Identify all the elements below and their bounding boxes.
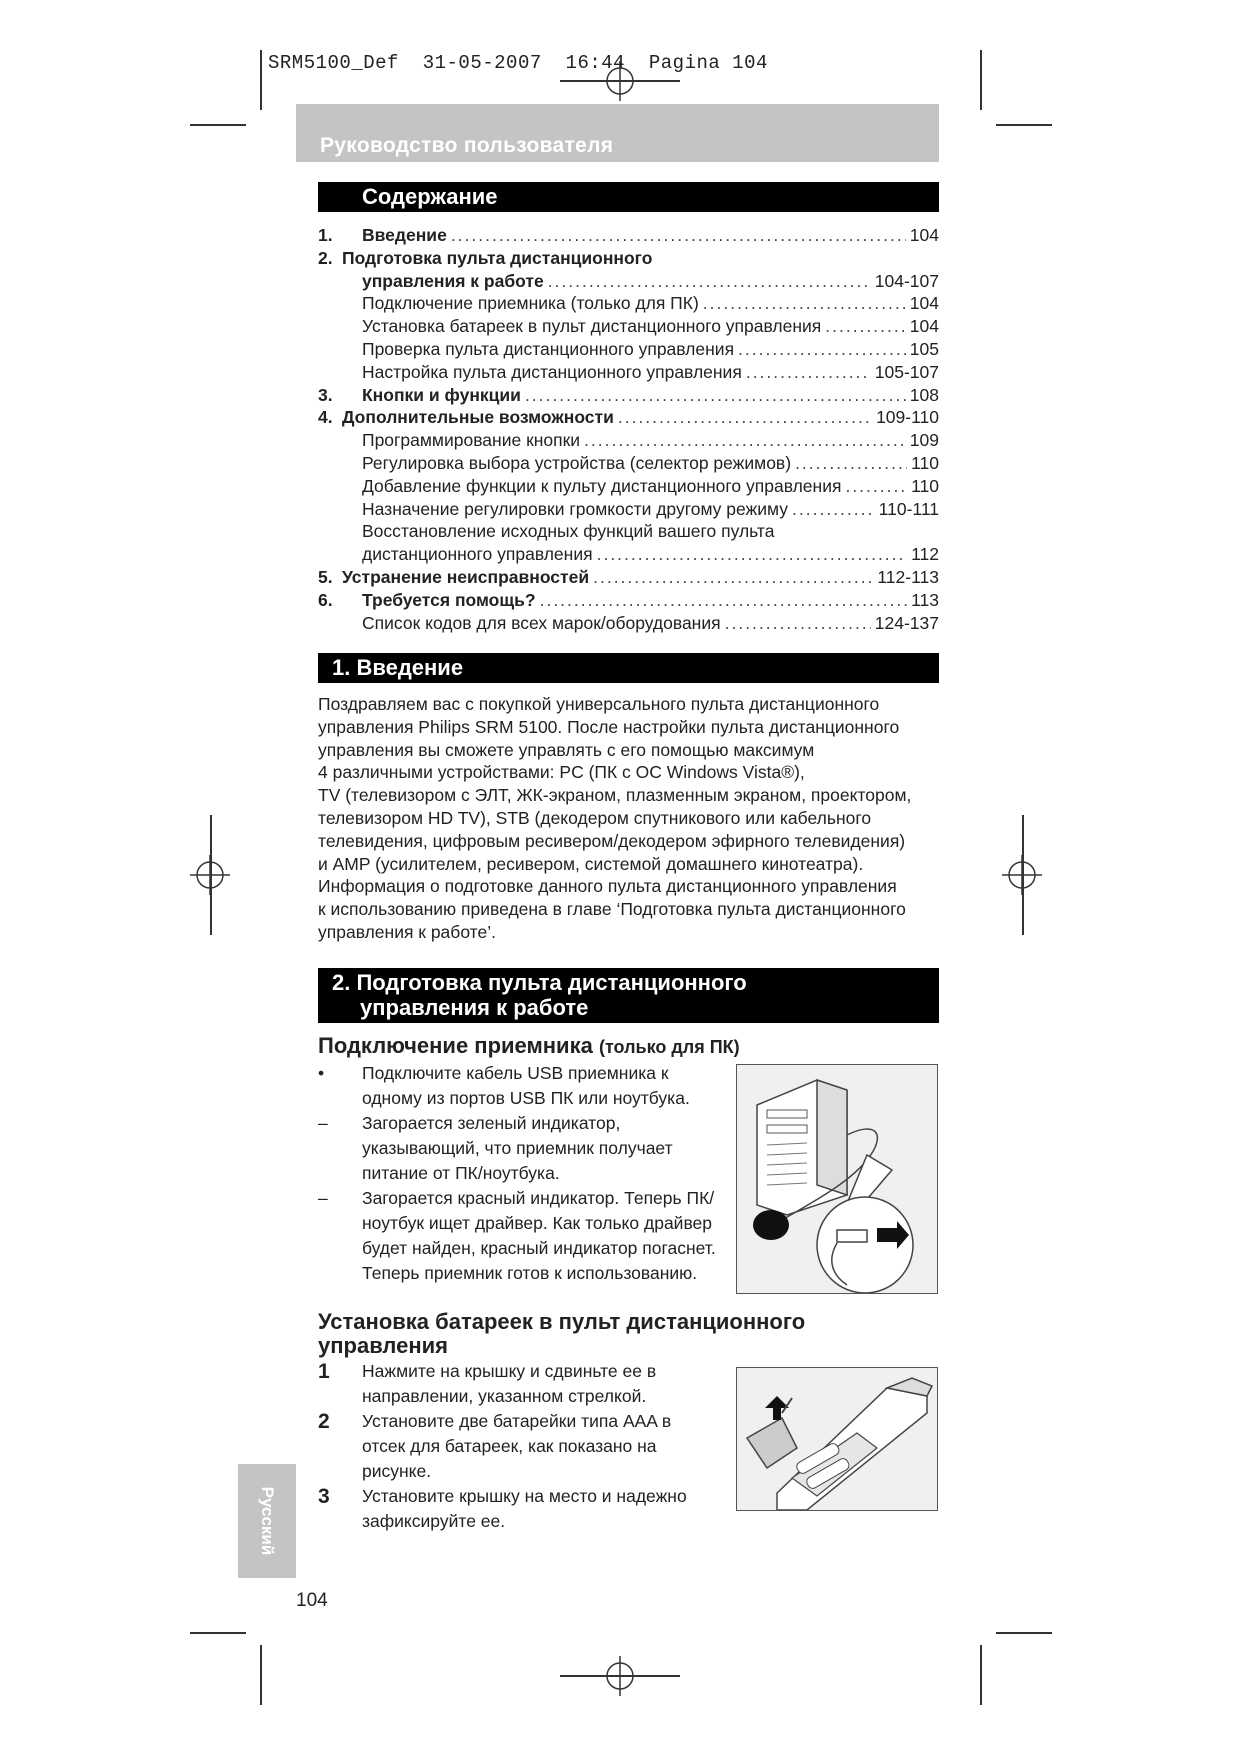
toc-number: 5. [318, 566, 333, 587]
registration-target-icon [600, 1656, 640, 1696]
prep-title-bar [318, 968, 939, 1023]
list-line: одному из портов USB ПК или ноутбука. [362, 1088, 690, 1108]
toc-page: 108 [909, 384, 939, 405]
toc-page: 112-113 [877, 566, 939, 587]
crop-mark [190, 1632, 246, 1634]
batteries-heading-line2: управления [318, 1333, 449, 1358]
toc-label: Подключение приемника (только для ПК) [362, 293, 699, 314]
toc-label: Установка батареек в пульт дистанционного управления [362, 316, 822, 337]
step-number: 2 [318, 1410, 330, 1433]
toc-leader-dots [618, 406, 872, 429]
toc-label: Требуется помощь? [362, 589, 536, 610]
toc-entry [318, 589, 939, 612]
toc-page: 104-107 [874, 270, 939, 291]
toc-entry [318, 292, 939, 315]
toc-number: 3. [318, 384, 333, 405]
list-line: Загорается зеленый индикатор, [362, 1113, 621, 1133]
toc-page: 105 [909, 338, 939, 359]
list-item [318, 1061, 738, 1111]
toc-entry [318, 429, 939, 452]
toc-entry [318, 520, 939, 543]
toc-label: Дополнительные возможности [342, 407, 614, 428]
toc-leader-dots [525, 384, 906, 407]
batteries-heading [318, 1310, 805, 1358]
batteries-heading-line1: Установка батареек в пульт дистанционного [318, 1309, 806, 1334]
toc-leader-dots [540, 589, 908, 612]
registration-target-icon [190, 855, 230, 895]
header-bar [296, 104, 939, 162]
intro-title-bar [318, 653, 939, 683]
toc-page: 110 [911, 475, 939, 496]
intro-line: к использованию приведена в главе ‘Подготовка пульта дистанционного [318, 899, 906, 920]
toc-leader-dots [725, 612, 871, 635]
intro-line: телевидения, цифровым ресивером/декодером эфирного телевидения) [318, 830, 906, 851]
crop-mark [996, 1632, 1052, 1634]
toc-label: Проверка пульта дистанционного управления [362, 338, 735, 359]
crop-mark [980, 50, 982, 110]
language-tab-label: Русский [258, 1486, 277, 1556]
toc-number: 6. [318, 589, 333, 610]
dash-marker: – [318, 1113, 328, 1133]
toc-page: 124-137 [874, 612, 939, 633]
intro-line: и AMP (усилителем, ресивером, системой домашнего кинотеатра). [318, 853, 864, 874]
list-line: будет найден, красный индикатор погаснет. [362, 1238, 716, 1258]
intro-line: управления Philips SRM 5100. После настройки пульта дистанционного [318, 716, 900, 737]
bullet-marker: • [318, 1063, 325, 1083]
toc-leader-dots [795, 452, 907, 475]
prep-title-line1: 2. Подготовка пульта дистанционного [332, 970, 747, 995]
list-line: Установите крышку на место и надежно [362, 1486, 687, 1506]
toc-entry [318, 247, 939, 270]
list-line: Нажмите на крышку и сдвиньте ее в [362, 1361, 657, 1381]
toc-entry [318, 543, 939, 566]
list-item [318, 1409, 738, 1484]
list-line: ноутбук ищет драйвер. Как только драйвер [362, 1213, 713, 1233]
registration-target-icon [1002, 855, 1042, 895]
toc-page: 109-110 [876, 407, 939, 428]
contents-title-bar [318, 182, 939, 212]
step-number: 3 [318, 1485, 330, 1508]
toc-leader-dots [792, 498, 875, 521]
toc-entry [318, 406, 939, 429]
toc-page: 105-107 [874, 361, 939, 382]
list-item [318, 1484, 738, 1534]
pc-usb-receiver-icon [737, 1065, 937, 1293]
toc-label: Устранение неисправностей [342, 566, 590, 587]
intro-paragraph [318, 693, 948, 944]
intro-line: Поздравляем вас с покупкой универсального пульта дистанционного [318, 694, 880, 714]
list-line: указывающий, что приемник получает [362, 1138, 673, 1158]
list-line: рисунке. [362, 1461, 432, 1481]
toc-entry [318, 338, 939, 361]
toc-label: Регулировка выбора устройства (селектор режимов) [362, 452, 792, 473]
toc-page: 113 [911, 589, 939, 610]
toc-entry [318, 384, 939, 407]
receiver-heading-note: (только для ПК) [598, 1037, 740, 1057]
step-number: 1 [318, 1360, 330, 1383]
intro-line: 4 различными устройствами: PC (ПК с ОС Windows Vista®), [318, 762, 805, 783]
toc-number: 4. [318, 407, 333, 428]
toc-entry [318, 498, 939, 521]
battery-steps [318, 1359, 738, 1534]
toc-entry [318, 270, 939, 293]
toc-entry [318, 224, 939, 247]
toc-entry [318, 566, 939, 589]
prep-title-line2: управления к работе [360, 995, 589, 1020]
toc-entry [318, 361, 939, 384]
toc-entry [318, 612, 939, 635]
toc-label: Программирование кнопки [362, 430, 581, 451]
toc-label: Добавление функции к пульту дистанционного управления [362, 475, 842, 496]
toc-number: 1. [318, 225, 333, 245]
toc-leader-dots [597, 543, 908, 566]
intro-title: 1. Введение [332, 655, 464, 680]
toc-page: 109 [909, 430, 939, 451]
language-tab [238, 1464, 296, 1578]
receiver-heading-text: Подключение приемника [318, 1033, 593, 1058]
toc-label: дистанционного управления [362, 544, 593, 565]
toc-label: Кнопки и функции [362, 384, 521, 405]
page-number: 104 [296, 1590, 328, 1611]
toc-label: Введение [362, 225, 447, 245]
toc-number: 2. [318, 247, 333, 268]
intro-line: TV (телевизором с ЭЛТ, ЖК-экраном, плазменным экраном, проектором, [318, 785, 912, 806]
list-line: отсек для батареек, как показано на [362, 1436, 657, 1456]
list-item [318, 1186, 738, 1286]
crop-mark [190, 124, 246, 126]
crop-mark [996, 124, 1052, 126]
crop-mark [980, 1645, 982, 1705]
remote-battery-icon [737, 1368, 937, 1510]
intro-line: телевизором HD TV), STB (декодером спутникового или кабельного [318, 807, 872, 828]
toc-leader-dots [451, 224, 906, 247]
intro-line: управления вы сможете управлять с его помощью максимум [318, 739, 815, 760]
battery-illustration [736, 1367, 938, 1511]
crop-mark [260, 50, 262, 110]
toc-leader-dots [845, 475, 907, 498]
toc-leader-dots [738, 338, 906, 361]
toc-label: Подготовка пульта дистанционного [342, 247, 653, 268]
intro-line: управления к работе’. [318, 921, 496, 942]
toc-leader-dots [548, 270, 871, 293]
list-line: Загорается красный индикатор. Теперь ПК/ [362, 1188, 715, 1208]
dash-marker: – [318, 1188, 328, 1208]
contents-title: Содержание [362, 184, 498, 209]
intro-line: Информация о подготовке данного пульта дистанционного управления [318, 876, 897, 897]
toc-leader-dots [703, 292, 906, 315]
toc-page: 104 [909, 316, 939, 337]
list-line: Подключите кабель USB приемника к [362, 1063, 669, 1083]
toc-label: Настройка пульта дистанционного управления [362, 361, 742, 382]
toc-label: Назначение регулировки громкости другому режиму [362, 498, 789, 519]
toc-page: 104 [909, 225, 939, 245]
toc-entry [318, 452, 939, 475]
toc-leader-dots [746, 361, 871, 384]
print-slug: SRM5100_Def 31-05-2007 16:44 Pagina 104 [268, 52, 768, 74]
list-line: направлении, указанном стрелкой. [362, 1386, 647, 1406]
toc-page: 110 [911, 452, 939, 473]
toc-label: управления к работе [362, 270, 544, 291]
header-title: Руководство пользователя [320, 134, 614, 157]
list-line: Установите две батарейки типа AAA в [362, 1411, 672, 1431]
toc-label: Список кодов для всех марок/оборудования [362, 612, 721, 633]
toc-leader-dots [593, 566, 873, 589]
list-line: Теперь приемник готов к использованию. [362, 1263, 698, 1283]
list-line: зафиксируйте ее. [362, 1511, 506, 1531]
toc-label: Восстановление исходных функций вашего пульта [362, 521, 775, 542]
toc-page: 110-111 [878, 498, 939, 519]
receiver-heading [318, 1034, 740, 1059]
table-of-contents [318, 224, 939, 634]
crop-mark [260, 1645, 262, 1705]
toc-entry [318, 475, 939, 498]
list-line: питание от ПК/ноутбука. [362, 1163, 560, 1183]
list-item [318, 1359, 738, 1409]
receiver-illustration [736, 1064, 938, 1294]
toc-entry [318, 315, 939, 338]
receiver-steps [318, 1061, 738, 1286]
toc-leader-dots [825, 315, 906, 338]
toc-page: 104 [909, 293, 939, 314]
toc-leader-dots [584, 429, 906, 452]
toc-page: 112 [911, 544, 939, 565]
list-item [318, 1111, 738, 1186]
